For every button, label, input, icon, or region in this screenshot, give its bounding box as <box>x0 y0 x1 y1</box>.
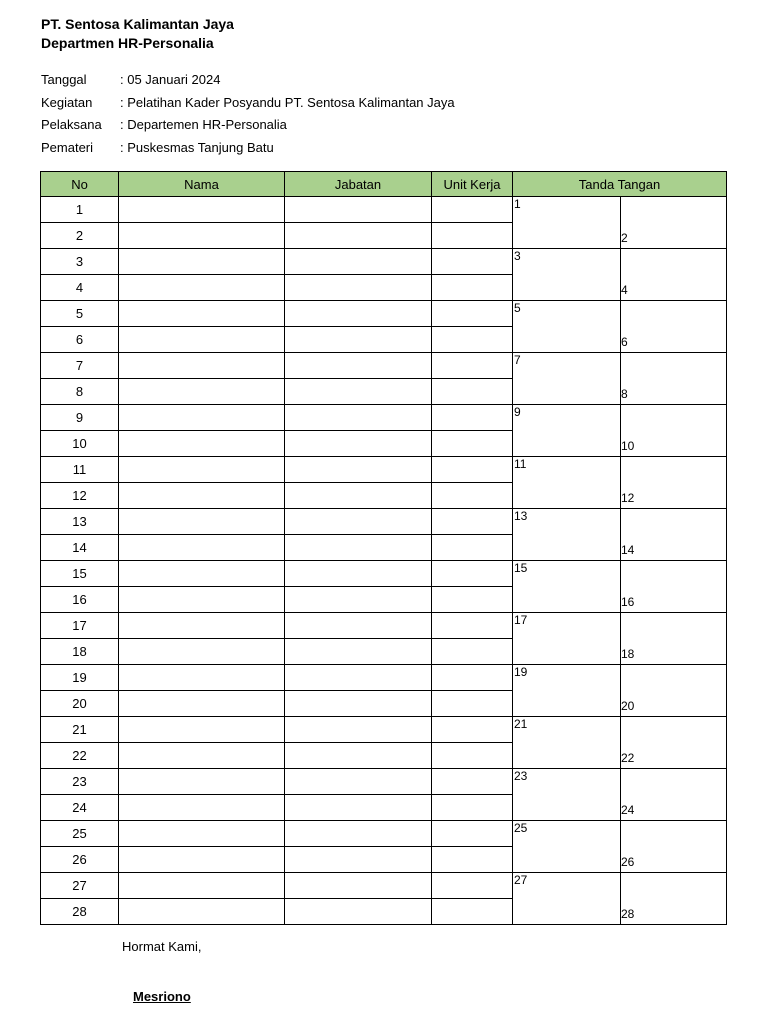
signature-number: 3 <box>514 249 521 263</box>
signature-cell-right[interactable] <box>620 197 727 249</box>
signature-number: 28 <box>621 907 635 921</box>
row-number: 9 <box>40 405 119 431</box>
row-number: 22 <box>40 743 119 769</box>
input-cell-jabatan[interactable] <box>285 353 432 379</box>
row-number: 17 <box>40 613 119 639</box>
input-cell-jabatan[interactable] <box>285 587 432 613</box>
signature-cell-left[interactable] <box>513 405 621 457</box>
row-number: 28 <box>40 899 119 925</box>
signature-cell-right[interactable] <box>620 717 727 769</box>
row-number: 4 <box>40 275 119 301</box>
row-number: 15 <box>40 561 119 587</box>
input-cell-jabatan[interactable] <box>285 873 432 899</box>
input-cell-jabatan[interactable] <box>285 327 432 353</box>
signature-number: 20 <box>621 699 635 713</box>
signature-number: 19 <box>514 665 528 679</box>
department-name: Departmen HR-Personalia <box>41 35 214 51</box>
info-value: : Puskesmas Tanjung Batu <box>120 140 274 156</box>
input-cell-unit-kerja[interactable] <box>432 327 513 353</box>
signature-cell-right[interactable] <box>620 353 727 405</box>
input-cell-nama[interactable] <box>119 275 285 301</box>
signature-number: 25 <box>514 821 528 835</box>
input-cell-unit-kerja[interactable] <box>432 197 513 223</box>
row-number: 12 <box>40 483 119 509</box>
input-cell-unit-kerja[interactable] <box>432 249 513 275</box>
row-number: 13 <box>40 509 119 535</box>
row-number: 2 <box>40 223 119 249</box>
input-cell-nama[interactable] <box>119 665 285 691</box>
input-cell-unit-kerja[interactable] <box>432 847 513 873</box>
input-cell-nama[interactable] <box>119 379 285 405</box>
input-cell-jabatan[interactable] <box>285 691 432 717</box>
signature-cell-right[interactable] <box>620 821 727 873</box>
input-cell-jabatan[interactable] <box>285 769 432 795</box>
input-cell-unit-kerja[interactable] <box>432 587 513 613</box>
signature-cell-right[interactable] <box>620 561 727 613</box>
input-cell-unit-kerja[interactable] <box>432 483 513 509</box>
signature-number: 8 <box>621 387 628 401</box>
input-cell-nama[interactable] <box>119 535 285 561</box>
column-header-tanda-tangan: Tanda Tangan <box>513 171 727 197</box>
signature-number: 10 <box>621 439 635 453</box>
signature-number: 14 <box>621 543 635 557</box>
signature-cell-right[interactable] <box>620 769 727 821</box>
input-cell-jabatan[interactable] <box>285 535 432 561</box>
input-cell-unit-kerja[interactable] <box>432 509 513 535</box>
row-number: 11 <box>40 457 119 483</box>
signature-number: 1 <box>514 197 521 211</box>
input-cell-nama[interactable] <box>119 873 285 899</box>
input-cell-nama[interactable] <box>119 483 285 509</box>
input-cell-unit-kerja[interactable] <box>432 821 513 847</box>
signature-number: 26 <box>621 855 635 869</box>
input-cell-nama[interactable] <box>119 509 285 535</box>
info-label: Pelaksana <box>41 117 102 133</box>
input-cell-unit-kerja[interactable] <box>432 899 513 925</box>
input-cell-unit-kerja[interactable] <box>432 769 513 795</box>
input-cell-jabatan[interactable] <box>285 613 432 639</box>
input-cell-jabatan[interactable] <box>285 561 432 587</box>
signature-number: 12 <box>621 491 635 505</box>
signature-number: 21 <box>514 717 528 731</box>
input-cell-jabatan[interactable] <box>285 821 432 847</box>
input-cell-nama[interactable] <box>119 405 285 431</box>
input-cell-jabatan[interactable] <box>285 197 432 223</box>
input-cell-jabatan[interactable] <box>285 223 432 249</box>
signature-number: 16 <box>621 595 635 609</box>
row-number: 8 <box>40 379 119 405</box>
info-value: : Pelatihan Kader Posyandu PT. Sentosa Kalimantan Jaya <box>120 94 455 110</box>
input-cell-unit-kerja[interactable] <box>432 613 513 639</box>
signature-number: 17 <box>514 613 528 627</box>
signature-number: 4 <box>621 283 628 297</box>
signature-number: 9 <box>514 405 521 419</box>
input-cell-unit-kerja[interactable] <box>432 743 513 769</box>
input-cell-jabatan[interactable] <box>285 405 432 431</box>
signature-number: 15 <box>514 561 528 575</box>
input-cell-nama[interactable] <box>119 353 285 379</box>
signature-cell-left[interactable] <box>513 249 621 301</box>
input-cell-nama[interactable] <box>119 587 285 613</box>
row-number: 18 <box>40 639 119 665</box>
signature-number: 18 <box>621 647 635 661</box>
input-cell-nama[interactable] <box>119 899 285 925</box>
signature-cell-left[interactable] <box>513 561 621 613</box>
signature-number: 6 <box>621 335 628 349</box>
row-number: 20 <box>40 691 119 717</box>
input-cell-unit-kerja[interactable] <box>432 431 513 457</box>
row-number: 21 <box>40 717 119 743</box>
input-cell-jabatan[interactable] <box>285 483 432 509</box>
info-label: Pemateri <box>41 140 94 156</box>
input-cell-nama[interactable] <box>119 613 285 639</box>
row-number: 23 <box>40 769 119 795</box>
signature-number: 2 <box>621 231 628 245</box>
signature-cell-right[interactable] <box>620 249 727 301</box>
signature-cell-left[interactable] <box>513 873 621 925</box>
signature-number: 13 <box>514 509 528 523</box>
input-cell-jabatan[interactable] <box>285 431 432 457</box>
row-number: 14 <box>40 535 119 561</box>
input-cell-nama[interactable] <box>119 691 285 717</box>
signature-cell-right[interactable] <box>620 613 727 665</box>
signature-number: 7 <box>514 353 521 367</box>
signature-cell-right[interactable] <box>620 301 727 353</box>
input-cell-nama[interactable] <box>119 847 285 873</box>
input-cell-nama[interactable] <box>119 639 285 665</box>
input-cell-nama[interactable] <box>119 197 285 223</box>
input-cell-nama[interactable] <box>119 301 285 327</box>
input-cell-jabatan[interactable] <box>285 509 432 535</box>
input-cell-unit-kerja[interactable] <box>432 405 513 431</box>
signer-name: Mesriono <box>133 989 191 1004</box>
signature-number: 27 <box>514 873 528 887</box>
row-number: 3 <box>40 249 119 275</box>
input-cell-jabatan[interactable] <box>285 457 432 483</box>
info-value: : 05 Januari 2024 <box>120 72 221 87</box>
input-cell-unit-kerja[interactable] <box>432 639 513 665</box>
signature-cell-right[interactable] <box>620 509 727 561</box>
signature-number: 24 <box>621 803 635 817</box>
input-cell-unit-kerja[interactable] <box>432 275 513 301</box>
signature-cell-right[interactable] <box>620 457 727 509</box>
input-cell-nama[interactable] <box>119 795 285 821</box>
input-cell-nama[interactable] <box>119 717 285 743</box>
signature-number: 22 <box>621 751 635 765</box>
input-cell-unit-kerja[interactable] <box>432 223 513 249</box>
column-header-no: No <box>40 171 119 197</box>
input-cell-jabatan[interactable] <box>285 301 432 327</box>
input-cell-unit-kerja[interactable] <box>432 457 513 483</box>
input-cell-jabatan[interactable] <box>285 847 432 873</box>
row-number: 16 <box>40 587 119 613</box>
input-cell-nama[interactable] <box>119 223 285 249</box>
signature-cell-left[interactable] <box>513 821 621 873</box>
signature-cell-left[interactable] <box>513 613 621 665</box>
input-cell-unit-kerja[interactable] <box>432 301 513 327</box>
input-cell-jabatan[interactable] <box>285 743 432 769</box>
signature-number: 5 <box>514 301 521 315</box>
column-header-unit-kerja: Unit Kerja <box>432 171 513 197</box>
input-cell-unit-kerja[interactable] <box>432 665 513 691</box>
input-cell-jabatan[interactable] <box>285 717 432 743</box>
row-number: 6 <box>40 327 119 353</box>
input-cell-unit-kerja[interactable] <box>432 379 513 405</box>
row-number: 10 <box>40 431 119 457</box>
input-cell-nama[interactable] <box>119 743 285 769</box>
signature-cell-left[interactable] <box>513 509 621 561</box>
row-number: 5 <box>40 301 119 327</box>
company-name: PT. Sentosa Kalimantan Jaya <box>41 16 234 32</box>
input-cell-jabatan[interactable] <box>285 379 432 405</box>
signature-number: 23 <box>514 769 528 783</box>
input-cell-nama[interactable] <box>119 769 285 795</box>
signature-cell-right[interactable] <box>620 405 727 457</box>
input-cell-jabatan[interactable] <box>285 275 432 301</box>
row-number: 27 <box>40 873 119 899</box>
input-cell-unit-kerja[interactable] <box>432 873 513 899</box>
signature-cell-left[interactable] <box>513 353 621 405</box>
input-cell-nama[interactable] <box>119 457 285 483</box>
input-cell-unit-kerja[interactable] <box>432 717 513 743</box>
input-cell-jabatan[interactable] <box>285 795 432 821</box>
input-cell-unit-kerja[interactable] <box>432 561 513 587</box>
input-cell-jabatan[interactable] <box>285 249 432 275</box>
signature-cell-right[interactable] <box>620 873 727 925</box>
signature-cell-left[interactable] <box>513 197 621 249</box>
row-number: 24 <box>40 795 119 821</box>
row-number: 26 <box>40 847 119 873</box>
input-cell-nama[interactable] <box>119 821 285 847</box>
input-cell-nama[interactable] <box>119 249 285 275</box>
input-cell-unit-kerja[interactable] <box>432 691 513 717</box>
row-number: 7 <box>40 353 119 379</box>
signature-cell-right[interactable] <box>620 665 727 717</box>
closing-text: Hormat Kami, <box>122 939 202 954</box>
info-label: Tanggal <box>41 72 87 87</box>
input-cell-unit-kerja[interactable] <box>432 353 513 379</box>
row-number: 25 <box>40 821 119 847</box>
signature-cell-left[interactable] <box>513 301 621 353</box>
signature-cell-left[interactable] <box>513 769 621 821</box>
input-cell-unit-kerja[interactable] <box>432 795 513 821</box>
column-header-jabatan: Jabatan <box>285 171 432 197</box>
signature-cell-left[interactable] <box>513 457 621 509</box>
input-cell-nama[interactable] <box>119 561 285 587</box>
row-number: 1 <box>40 197 119 223</box>
input-cell-jabatan[interactable] <box>285 665 432 691</box>
input-cell-nama[interactable] <box>119 327 285 353</box>
input-cell-jabatan[interactable] <box>285 899 432 925</box>
row-number: 19 <box>40 665 119 691</box>
input-cell-nama[interactable] <box>119 431 285 457</box>
column-header-nama: Nama <box>119 171 285 197</box>
info-value: : Departemen HR-Personalia <box>120 117 287 133</box>
signature-number: 11 <box>514 457 527 471</box>
signature-cell-left[interactable] <box>513 665 621 717</box>
input-cell-unit-kerja[interactable] <box>432 535 513 561</box>
info-label: Kegiatan <box>41 94 93 110</box>
signature-cell-left[interactable] <box>513 717 621 769</box>
input-cell-jabatan[interactable] <box>285 639 432 665</box>
